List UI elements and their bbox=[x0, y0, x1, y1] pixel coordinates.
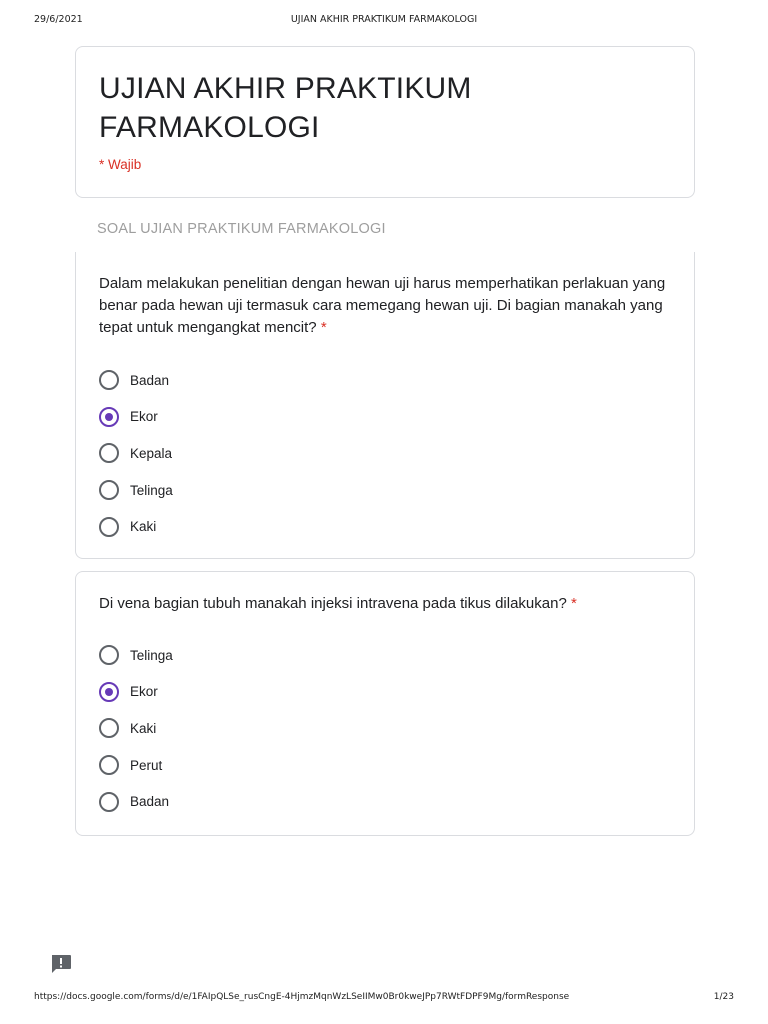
print-footer bbox=[0, 992, 768, 1008]
question-card-2 bbox=[75, 571, 695, 836]
print-url: https://docs.google.com/forms/d/e/1FAIpQLSe_rusCngE-4HjmzMqnWzLSeIIMw0Br0kweJPp7RWtFDPF9Mg/formResponse bbox=[34, 992, 570, 1002]
print-document-title: UJIAN AKHIR PRAKTIKUM FARMAKOLOGI bbox=[290, 14, 478, 25]
radio-option-label: Telinga bbox=[130, 482, 173, 498]
radio-option-label: Ekor bbox=[130, 684, 158, 700]
radio-option[interactable] bbox=[99, 362, 173, 399]
print-date: 29/6/2021 bbox=[34, 14, 83, 25]
form-title-card bbox=[75, 46, 695, 198]
radio-option[interactable] bbox=[99, 399, 173, 436]
radio-button-selected[interactable] bbox=[99, 407, 119, 427]
radio-button[interactable] bbox=[99, 792, 119, 812]
radio-option[interactable] bbox=[99, 747, 173, 784]
radio-button[interactable] bbox=[99, 718, 119, 738]
radio-button[interactable] bbox=[99, 443, 119, 463]
radio-option[interactable] bbox=[99, 674, 173, 711]
radio-option-label: Telinga bbox=[130, 647, 173, 663]
question-card-1 bbox=[75, 252, 695, 559]
radio-option-label: Kaki bbox=[130, 720, 157, 736]
radio-button-selected[interactable] bbox=[99, 682, 119, 702]
radio-option-label: Kaki bbox=[130, 519, 157, 535]
radio-option[interactable] bbox=[99, 435, 173, 472]
required-star: * bbox=[320, 319, 327, 336]
question-text-2 bbox=[99, 593, 674, 615]
radio-button[interactable] bbox=[99, 370, 119, 390]
radio-option[interactable] bbox=[99, 508, 173, 545]
radio-option[interactable] bbox=[99, 472, 173, 509]
radio-group-1 bbox=[99, 362, 173, 545]
required-star: * bbox=[570, 595, 577, 612]
question-2-text: Di vena bagian tubuh manakah injeksi intravena pada tikus dilakukan? bbox=[99, 595, 567, 612]
radio-option-label: Badan bbox=[130, 372, 170, 388]
question-text-1 bbox=[99, 273, 674, 339]
radio-option-label: Perut bbox=[130, 757, 163, 773]
form-title: UJIAN AKHIR PRAKTIKUM FARMAKOLOGI bbox=[99, 72, 472, 144]
radio-option-label: Ekor bbox=[130, 409, 158, 425]
radio-button[interactable] bbox=[99, 480, 119, 500]
radio-button[interactable] bbox=[99, 755, 119, 775]
radio-option-label: Kepala bbox=[130, 445, 173, 461]
radio-option[interactable] bbox=[99, 637, 173, 674]
radio-group-2 bbox=[99, 637, 173, 820]
required-note: * Wajib bbox=[99, 157, 142, 172]
radio-option[interactable] bbox=[99, 783, 173, 820]
radio-button[interactable] bbox=[99, 645, 119, 665]
feedback-icon[interactable] bbox=[50, 954, 72, 974]
radio-button[interactable] bbox=[99, 517, 119, 537]
radio-option-label: Badan bbox=[130, 794, 170, 810]
question-1-text: Dalam melakukan penelitian dengan hewan uji harus memperhatikan perlakuan yang benar pada hewan uji termasuk cara memegang hewan uji. Di bagian manakah yang tepat untuk mengangkat mencit? bbox=[99, 275, 666, 336]
radio-option[interactable] bbox=[99, 710, 173, 747]
print-page-number: 1/23 bbox=[713, 992, 734, 1002]
print-header bbox=[0, 14, 768, 30]
section-label: SOAL UJIAN PRAKTIKUM FARMAKOLOGI bbox=[97, 221, 386, 237]
